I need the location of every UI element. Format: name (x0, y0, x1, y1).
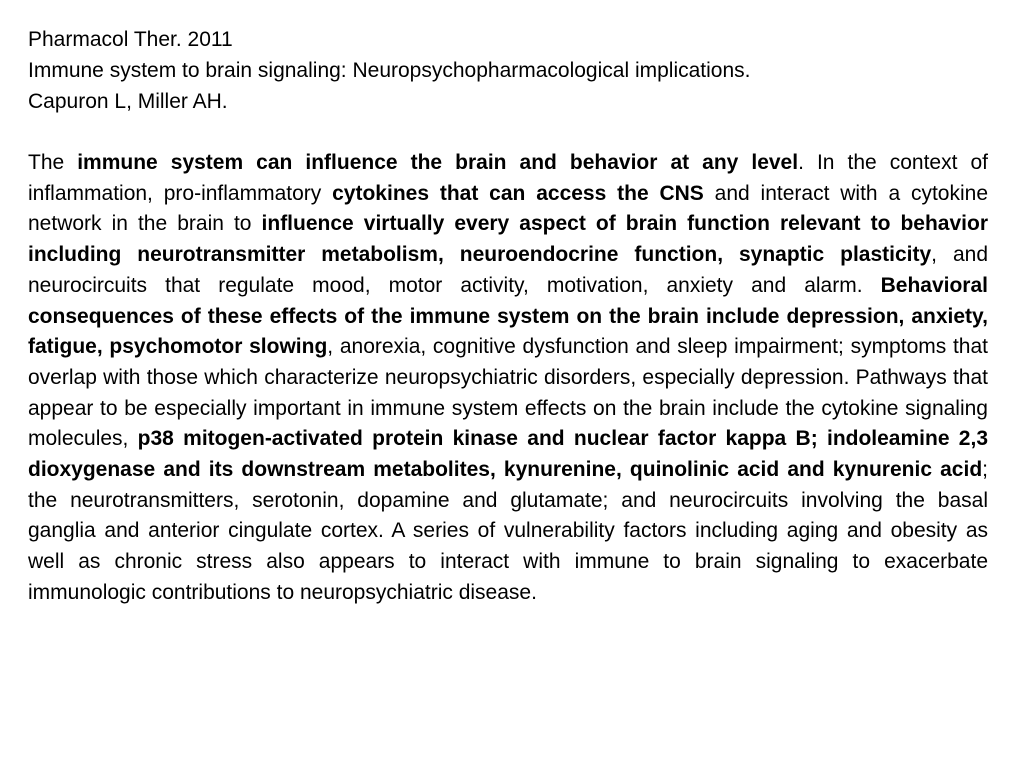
abstract-text: , anorexia, cognitive dysfunction and sleep impairment; symptoms that overlap with those which characterize neuropsychiatric disorders, especially depression. Pathways that appear to be especially important in immune system effects on the brain include the cytokine signaling molecules, (28, 335, 988, 451)
abstract-text: and interact with a cytokine network in the brain to (28, 181, 989, 236)
author-line: Capuron L, Miller AH. (28, 90, 228, 113)
abstract-text: ; the neurotransmitters, serotonin, dopamine and glutamate; and neurocircuits involving the basal ganglia and anterior cingulate cortex. A series of vulnerability factors including aging and obesity as well as chronic stress also appears to interact with immune to brain signaling to exacerbate immunologic contributions to neuropsychiatric disease. (28, 458, 988, 604)
article-title: Immune system to brain signaling: Neuropsychopharmacological implications. (28, 59, 751, 82)
abstract-highlight: Behavioral consequences of these effects of the immune system on the brain include depression, anxiety, fatigue, psychomotor slowing (28, 273, 988, 359)
abstract-text: , and neurocircuits that regulate mood, motor activity, motivation, anxiety and alarm. (28, 243, 988, 297)
citation-block (28, 24, 988, 117)
abstract-highlight: influence virtually every aspect of brain function relevant to behavior including neurotransmitter metabolism, neuroendocrine function, synaptic plasticity (28, 212, 988, 267)
abstract-highlight: p38 mitogen-activated protein kinase and nuclear factor kappa B; indoleamine 2,3 dioxygenase and its downstream metabolites, kynurenine, quinolinic acid and kynurenic acid (28, 427, 988, 482)
abstract-highlight: immune system can influence the brain and behavior at any level (77, 151, 799, 174)
abstract-highlight: cytokines that can access the CNS (332, 181, 704, 205)
journal-line: Pharmacol Ther. 2011 (28, 28, 233, 51)
abstract-text: . In the context of inflammation, pro-inflammatory (28, 151, 988, 205)
abstract-text: The (28, 151, 78, 174)
abstract-paragraph (28, 148, 988, 609)
